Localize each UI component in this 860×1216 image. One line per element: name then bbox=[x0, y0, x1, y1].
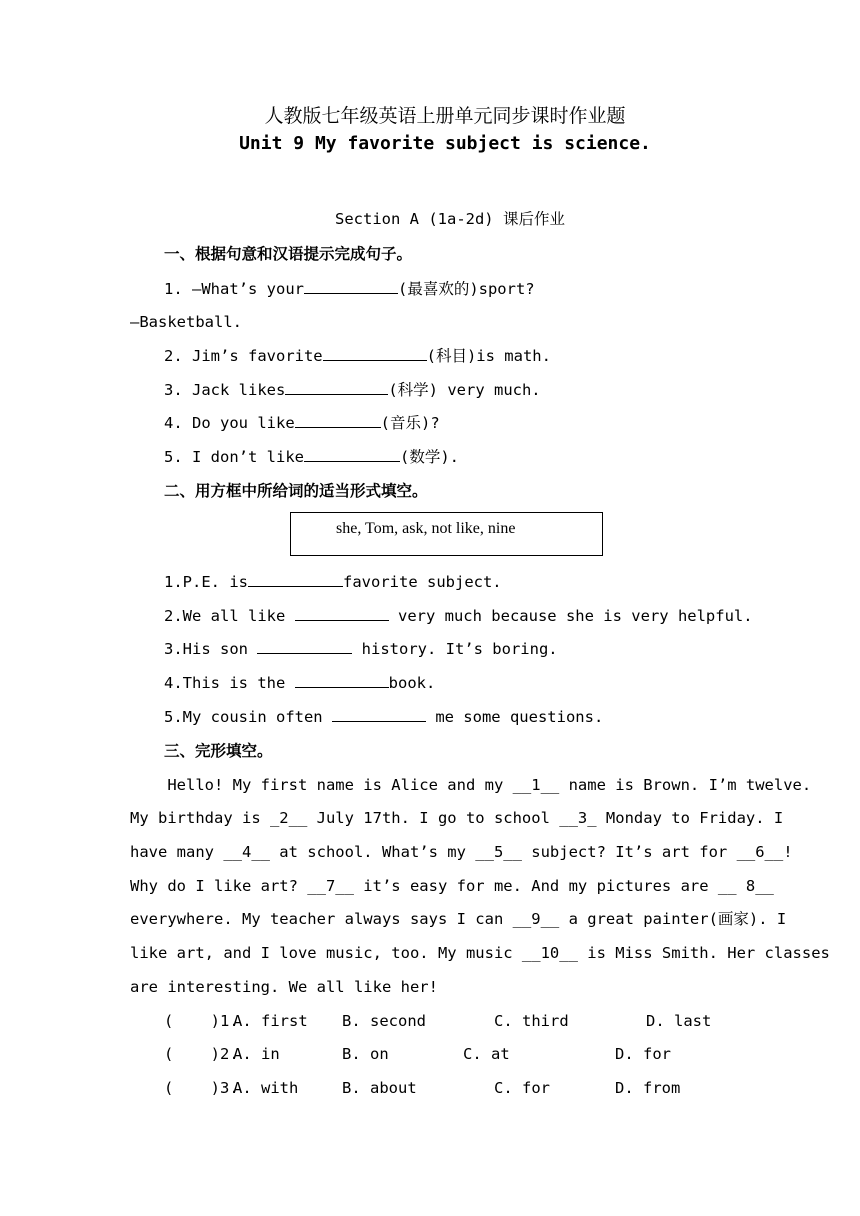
item-prefix: 5.My cousin often bbox=[164, 708, 332, 726]
item-prefix: 3.His son bbox=[164, 640, 258, 658]
word-box bbox=[290, 512, 603, 556]
passage-line: Why do I like art? __7__ it’s easy for me. And my pictures are __ 8__ bbox=[130, 877, 774, 895]
part3-heading: 三、完形填空。 bbox=[164, 742, 273, 760]
question-number[interactable]: ( )3. bbox=[164, 1079, 239, 1097]
passage-line: My birthday is _2__ July 17th. I go to school __3_ Monday to Friday. I bbox=[130, 809, 784, 827]
part2-item-2 bbox=[164, 606, 753, 626]
item-suffix: (科学) very much. bbox=[388, 381, 541, 399]
part1-item-4 bbox=[164, 413, 440, 433]
answer-blank[interactable] bbox=[295, 413, 381, 428]
document-title-unit: Unit 9 My favorite subject is science. bbox=[239, 133, 651, 154]
word-box-words: she, Tom, ask, not like, nine bbox=[336, 520, 516, 537]
option-b[interactable]: B. about bbox=[342, 1079, 417, 1097]
question-number[interactable]: ( )2. bbox=[164, 1045, 239, 1063]
answer-blank[interactable] bbox=[304, 447, 400, 462]
item-suffix: (科目)is math. bbox=[426, 347, 551, 365]
part2-item-4 bbox=[164, 673, 435, 693]
answer-blank[interactable] bbox=[304, 279, 398, 294]
item-prefix: —Basketball. bbox=[130, 313, 242, 331]
answer-blank[interactable] bbox=[257, 639, 352, 654]
part1-answer-line bbox=[130, 312, 242, 332]
passage-line: like art, and I love music, too. My music __10__ is Miss Smith. Her classes bbox=[130, 944, 830, 962]
item-prefix: 4. Do you like bbox=[164, 414, 295, 432]
passage-line: are interesting. We all like her! bbox=[130, 978, 438, 996]
answer-blank[interactable] bbox=[323, 346, 427, 361]
answer-blank[interactable] bbox=[248, 572, 343, 587]
part2-heading: 二、用方框中所给词的适当形式填空。 bbox=[164, 482, 428, 500]
part1-item-2 bbox=[164, 346, 551, 366]
option-c[interactable]: C. for bbox=[494, 1079, 550, 1097]
option-b[interactable]: B. on bbox=[342, 1045, 389, 1063]
item-suffix: history. It’s boring. bbox=[352, 640, 558, 658]
part2-item-5 bbox=[164, 707, 603, 727]
item-prefix: 5. I don’t like bbox=[164, 448, 304, 466]
part1-item-1 bbox=[164, 279, 535, 299]
option-d[interactable]: D. from bbox=[615, 1079, 681, 1097]
option-a[interactable]: A. first bbox=[233, 1012, 308, 1030]
item-suffix: very much because she is very helpful. bbox=[388, 607, 753, 625]
item-prefix: 4.This is the bbox=[164, 674, 295, 692]
option-d[interactable]: D. last bbox=[646, 1012, 712, 1030]
part1-item-5 bbox=[164, 447, 459, 467]
item-prefix: 1. —What’s your bbox=[164, 280, 304, 298]
option-c[interactable]: C. at bbox=[463, 1045, 510, 1063]
section-label: Section A (1a-2d) 课后作业 bbox=[335, 210, 565, 228]
passage-line: everywhere. My teacher always says I can __9__ a great painter(画家). I bbox=[130, 910, 787, 928]
item-suffix: (音乐)? bbox=[380, 414, 440, 432]
option-a[interactable]: A. with bbox=[233, 1079, 299, 1097]
item-suffix: book. bbox=[388, 674, 436, 692]
part2-item-3 bbox=[164, 639, 558, 659]
part1-heading: 一、根据句意和汉语提示完成句子。 bbox=[164, 245, 413, 263]
option-c[interactable]: C. third bbox=[494, 1012, 569, 1030]
item-suffix: me some questions. bbox=[425, 708, 604, 726]
item-suffix: (最喜欢的)sport? bbox=[397, 280, 535, 298]
passage-line: Hello! My first name is Alice and my __1__ name is Brown. I’m twelve. bbox=[130, 776, 812, 794]
option-d[interactable]: D. for bbox=[615, 1045, 671, 1063]
answer-blank[interactable] bbox=[285, 380, 388, 395]
item-prefix: 3. Jack likes bbox=[164, 381, 286, 399]
item-suffix: (数学). bbox=[399, 448, 459, 466]
part2-item-1 bbox=[164, 572, 502, 592]
option-b[interactable]: B. second bbox=[342, 1012, 426, 1030]
option-a[interactable]: A. in bbox=[233, 1045, 280, 1063]
part1-item-3 bbox=[164, 380, 541, 400]
item-prefix: 2.We all like bbox=[164, 607, 295, 625]
document-title-chinese: 人教版七年级英语上册单元同步课时作业题 bbox=[264, 105, 626, 127]
item-prefix: 2. Jim’s favorite bbox=[164, 347, 323, 365]
question-number[interactable]: ( )1. bbox=[164, 1012, 239, 1030]
answer-blank[interactable] bbox=[332, 707, 426, 722]
answer-blank[interactable] bbox=[295, 673, 389, 688]
passage-line: have many __4__ at school. What’s my __5__ subject? It’s art for __6__! bbox=[130, 843, 793, 861]
answer-blank[interactable] bbox=[295, 606, 389, 621]
item-suffix: favorite subject. bbox=[343, 573, 502, 591]
item-prefix: 1.P.E. is bbox=[164, 573, 248, 591]
